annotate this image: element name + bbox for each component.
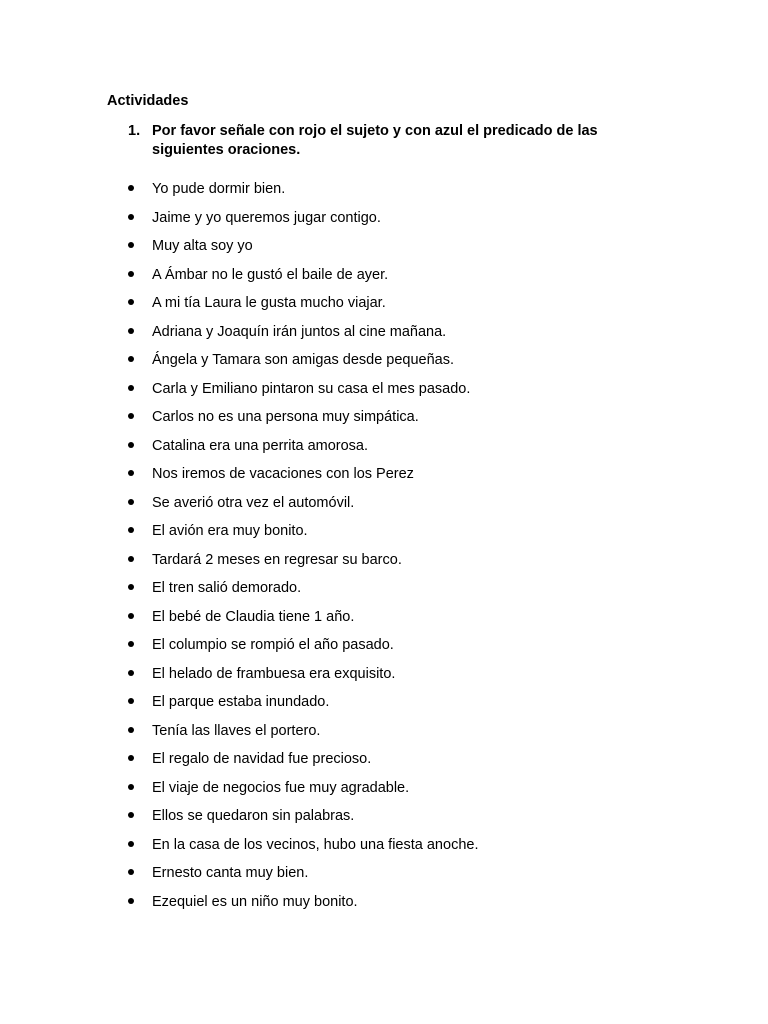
- bullet-icon: [128, 641, 134, 647]
- sentence-text: Tardará 2 meses en regresar su barco.: [152, 551, 402, 568]
- bullet-icon: [128, 328, 134, 334]
- sentence-text: Yo pude dormir bien.: [152, 181, 286, 197]
- sentence-text: Carlos no es una persona muy simpática.: [152, 409, 419, 425]
- bullet-icon: [128, 242, 134, 248]
- sentence-text: El tren salió demorado.: [152, 580, 302, 596]
- bullet-icon: [128, 442, 134, 448]
- sentence-text: Nos iremos de vacaciones con los Perez: [152, 466, 414, 482]
- sentence-text: A mi tía Laura le gusta mucho viajar.: [152, 295, 386, 311]
- bullet-icon: [128, 527, 134, 533]
- bullet-icon: [128, 413, 134, 419]
- sentence-text: Ezequiel es un niño muy bonito.: [152, 893, 358, 910]
- bullet-icon: [128, 784, 134, 790]
- bullet-icon: [128, 470, 134, 476]
- sentence-text: Ellos se quedaron sin palabras.: [152, 808, 355, 824]
- sentence-text: El bebé de Claudia tiene 1 año.: [152, 608, 355, 625]
- instruction-item: [128, 122, 648, 160]
- sentence-text: Carla y Emiliano pintaron su casa el mes pasado.: [152, 380, 471, 397]
- bullet-icon: [128, 214, 134, 220]
- bullet-icon: [128, 299, 134, 305]
- bullet-icon: [128, 670, 134, 676]
- bullet-icon: [128, 812, 134, 818]
- bullet-icon: [128, 869, 134, 875]
- sentence-text: El helado de frambuesa era exquisito.: [152, 665, 396, 682]
- sentence-text: Catalina era una perrita amorosa.: [152, 437, 369, 454]
- bullet-icon: [128, 584, 134, 590]
- sentence-text: El avión era muy bonito.: [152, 523, 308, 539]
- sentence-text: Se averió otra vez el automóvil.: [152, 494, 355, 511]
- bullet-icon: [128, 755, 134, 761]
- bullet-icon: [128, 898, 134, 904]
- sentence-text: Tenía las llaves el portero.: [152, 722, 321, 739]
- sentence-text: El regalo de navidad fue precioso.: [152, 751, 372, 767]
- bullet-icon: [128, 698, 134, 704]
- bullet-icon: [128, 727, 134, 733]
- bullet-icon: [128, 499, 134, 505]
- sentence-text: El parque estaba inundado.: [152, 694, 330, 710]
- bullet-icon: [128, 185, 134, 191]
- sentence-text: A Ámbar no le gustó el baile de ayer.: [152, 266, 389, 283]
- sentence-text: Jaime y yo queremos jugar contigo.: [152, 209, 381, 226]
- bullet-icon: [128, 385, 134, 391]
- sentence-text: El viaje de negocios fue muy agradable.: [152, 779, 410, 796]
- bullet-icon: [128, 271, 134, 277]
- sentence-text: Muy alta soy yo: [152, 238, 253, 254]
- sentence-text: Adriana y Joaquín irán juntos al cine mañana.: [152, 323, 447, 340]
- sentence-text: Ángela y Tamara son amigas desde pequeñas.: [152, 352, 455, 368]
- sentence-text: Ernesto canta muy bien.: [152, 865, 309, 881]
- bullet-icon: [128, 841, 134, 847]
- section-heading: Actividades: [107, 93, 189, 109]
- bullet-icon: [128, 556, 134, 562]
- instruction-number: 1.: [128, 123, 141, 139]
- sentence-text: El columpio se rompió el año pasado.: [152, 637, 394, 653]
- sentence-text: En la casa de los vecinos, hubo una fiesta anoche.: [152, 836, 479, 853]
- bullet-icon: [128, 613, 134, 619]
- bullet-icon: [128, 356, 134, 362]
- instruction-text: Por favor señale con rojo el sujeto y con azul el predicado de las siguientes oraciones.: [152, 123, 598, 158]
